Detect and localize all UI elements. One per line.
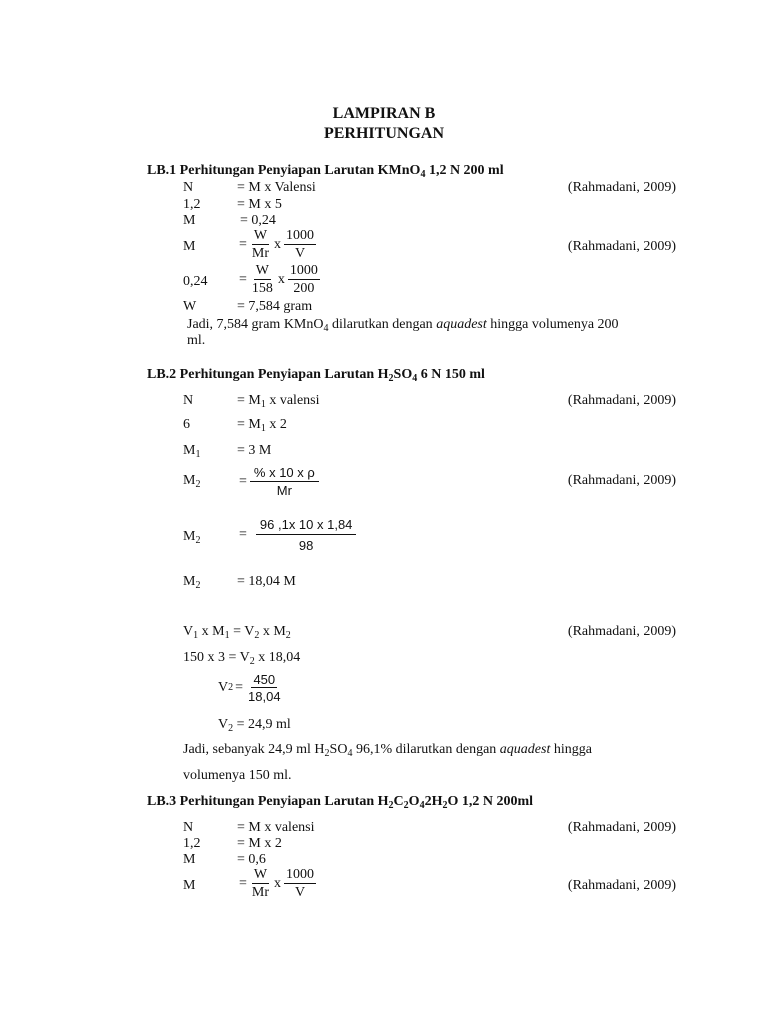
- lb2-r7-ref: (Rahmadani, 2009): [567, 624, 676, 639]
- lb2-r1-eq: = $M_1$ x valensi: [237, 393, 320, 410]
- lb2-r2-eq: = $M_1$ x 2: [237, 417, 287, 434]
- lb1-r5-formula: = $\frac{W}{158}$ x $\frac{1000}{200}$: [239, 263, 318, 296]
- lb1-heading: LB.1 Perhitungan Penyiapan Larutan KMnO$_4$ 1,2 N 200 ml: [147, 163, 504, 180]
- lb2-conclusion-line2: volumenya 150 ml.: [183, 768, 292, 783]
- lb3-r4-ref: (Rahmadani, 2009): [567, 878, 676, 893]
- lb1-r1-eq: = M x Valensi: [237, 180, 316, 195]
- lb3-r1-label: N: [183, 820, 194, 835]
- lb3-r2-label: 1,2: [183, 836, 201, 851]
- lb3-heading: LB.3 Perhitungan Penyiapan Larutan $H_2C_2O_42H_2O$ 1,2 N 200ml: [147, 794, 534, 811]
- lb2-r1-label: N: [183, 393, 194, 408]
- lb2-r7-eq: $V_1$ x $M_1 = V_2$ x $M_2$: [183, 624, 291, 641]
- lb2-r4-label: $M_2$: [183, 473, 201, 490]
- lb2-r3-eq: = 3 M: [237, 443, 272, 458]
- lb2-heading: LB.2 Perhitungan Penyiapan Larutan $H_2SO_4$ 6 N 150 ml: [147, 367, 485, 384]
- lb1-r1-label: N: [183, 180, 194, 195]
- lb2-r4-ref: (Rahmadani, 2009): [567, 473, 676, 488]
- lb2-r9-formula: V 2 = $\frac{450}{18,04}$: [218, 672, 281, 704]
- title-lampiran: LAMPIRAN B: [332, 105, 436, 122]
- lb3-r4-formula: = $\frac{W}{Mr}$ x $\frac{1000}{V}$: [239, 867, 315, 900]
- lb1-r2-eq: = M x 5: [237, 197, 282, 212]
- lb3-r1-eq: = M x valensi: [237, 820, 315, 835]
- lb2-r6-label: $M_2$: [183, 574, 201, 591]
- lb1-conclusion-line2: ml.: [187, 333, 206, 348]
- lb3-r3-eq: = 0,6: [237, 852, 266, 867]
- lb3-r4-label: M: [183, 878, 196, 893]
- lb2-r5-label: $M_2$: [183, 529, 201, 546]
- lb1-r2-label: 1,2: [183, 197, 201, 212]
- lb1-r3-label: M: [183, 213, 196, 228]
- lb2-r6-eq: = 18,04 M: [237, 574, 296, 589]
- lb1-r4-label: M: [183, 239, 196, 254]
- lb1-r1-ref: (Rahmadani, 2009): [567, 180, 676, 195]
- lb2-r5-formula: = $\frac{96 ,1x 10 x 1,84}{98}$: [237, 518, 357, 552]
- lb2-r3-label: $M_1$: [183, 443, 201, 460]
- lb3-r3-label: M: [183, 852, 196, 867]
- lb2-r8-eq: 150 x $3 = V_2$ x 18,04: [183, 650, 301, 667]
- lb2-r1-ref: (Rahmadani, 2009): [567, 393, 676, 408]
- lb1-conclusion-line1: Jadi, 7,584 gram KMnO$_4$ dilarutkan dengan aquadest hingga volumenya 200: [187, 317, 619, 334]
- lb1-r5-label: 0,24: [183, 274, 208, 289]
- lb1-r4-ref: (Rahmadani, 2009): [567, 239, 676, 254]
- title-perhitungan: PERHITUNGAN: [323, 125, 444, 142]
- lb1-r6-label: W: [183, 299, 197, 314]
- lb3-r1-ref: (Rahmadani, 2009): [567, 820, 676, 835]
- lb1-r3-eq: = 0,24: [240, 213, 276, 228]
- lb3-r2-eq: = M x 2: [237, 836, 282, 851]
- lb2-r10-eq: $V_2 = 24,9$ ml: [218, 717, 291, 734]
- lb2-conclusion-line1: Jadi, sebanyak 24,9 ml $H_2SO_4$ 96,1% dilarutkan dengan aquadest hingga: [183, 742, 592, 759]
- lb2-r4-formula: = $\frac{\text{\% x 10 x ρ}}{Mr}$: [237, 466, 320, 497]
- lb2-r2-label: 6: [183, 417, 190, 432]
- lb1-r6-eq: = 7,584 gram: [237, 299, 313, 314]
- lb1-r4-formula: = $\frac{W}{Mr}$ x $\frac{1000}{V}$: [239, 228, 315, 261]
